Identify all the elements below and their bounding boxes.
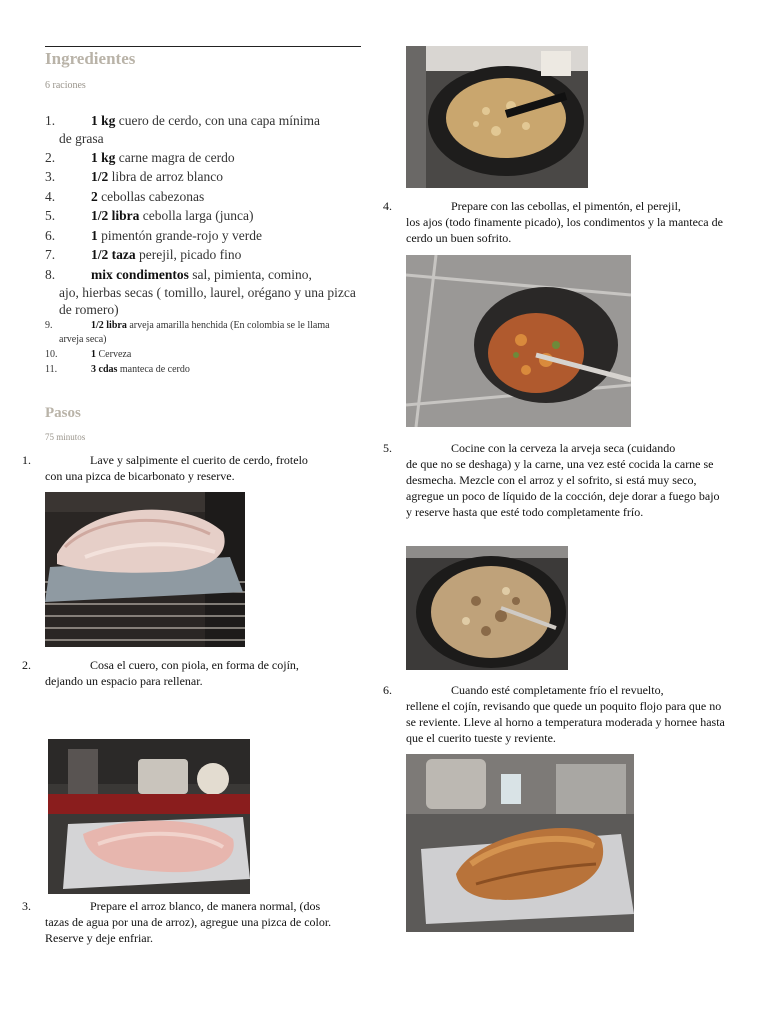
ingredient-item-3: 3. 1/2 libra de arroz blanco: [45, 169, 223, 184]
ingredients-heading: Ingredientes: [45, 49, 136, 68]
step-4: 4. Prepare con las cebollas, el pimentón, el perejil, los ajos (todo finamente picado), los condimentos y la manteca de cerdo un buen sofrito.: [383, 199, 723, 245]
ingredient-item-2: 2. 1 kg carne magra de cerdo: [45, 150, 235, 165]
step-2: 2. Cosa el cuero, con piola, en forma de cojín, dejando un espacio para rellenar.: [22, 658, 299, 688]
ingredient-item-5: 5. 1/2 libra cebolla larga (junca): [45, 208, 254, 223]
photo-rice-mix-pot: [406, 546, 568, 670]
step-1: 1. Lave y salpimente el cuerito de cerdo, frotelo con una pizca de bicarbonato y reserve.: [22, 453, 308, 483]
ingredient-item-10: 10. 1 Cerveza: [45, 349, 132, 360]
ingredient-item-7: 7. 1/2 taza perejil, picado fino: [45, 247, 242, 262]
steps-heading: Pasos: [45, 405, 81, 421]
photo-rice-pot: [406, 46, 588, 188]
servings-text: 6 raciones: [45, 80, 86, 91]
step-5: 5. Cocine con la cerveza la arveja seca (cuidando de que no se deshaga) y la carne, una vez esté cocida la carne se desmecha. Mezcle con el arroz y el sofrito, si está muy seco, agregue un poco de líquido de la cocción, deje dorar a fuego bajo y reserve hasta que esté todo completamente frío.: [383, 441, 720, 519]
ingredient-item-11: 11. 3 cdas manteca de cerdo: [45, 364, 190, 375]
step-3: 3. Prepare el arroz blanco, de manera normal, (dos tazas de agua por una de arroz), agregue una pizca de color. Reserve y deje enfriar.: [22, 899, 332, 945]
photo-pork-skin-tray: [45, 492, 245, 647]
photo-baked-roll: [406, 754, 634, 932]
photo-sofrito-pot: [406, 255, 631, 427]
photo-sewn-skin: [48, 739, 250, 894]
ingredient-item-4: 4. 2 cebollas cabezonas: [45, 189, 205, 204]
ingredient-item-1: 1. 1 kg cuero de cerdo, con una capa mínima de grasa: [45, 113, 321, 146]
title-rule: [45, 46, 361, 47]
ingredient-item-6: 6. 1 pimentón grande-rojo y verde: [45, 228, 262, 243]
ingredient-item-8: 8. mix condimentos sal, pimienta, comino, ajo, hierbas secas ( tomillo, laurel, orégano y una pizca de romero): [45, 267, 356, 317]
step-6: 6. Cuando esté completamente frío el revuelto, rellene el cojín, revisando que quede un poquito flojo para que no se reviente. Lleve al horno a temperatura moderada y hornee hasta que el cuerito tueste y reviente.: [383, 683, 725, 745]
steps-time: 75 minutos: [45, 432, 86, 442]
ingredient-item-9: 9. 1/2 libra arveja amarilla henchida (En colombia se le llama arveja seca): [45, 320, 330, 345]
